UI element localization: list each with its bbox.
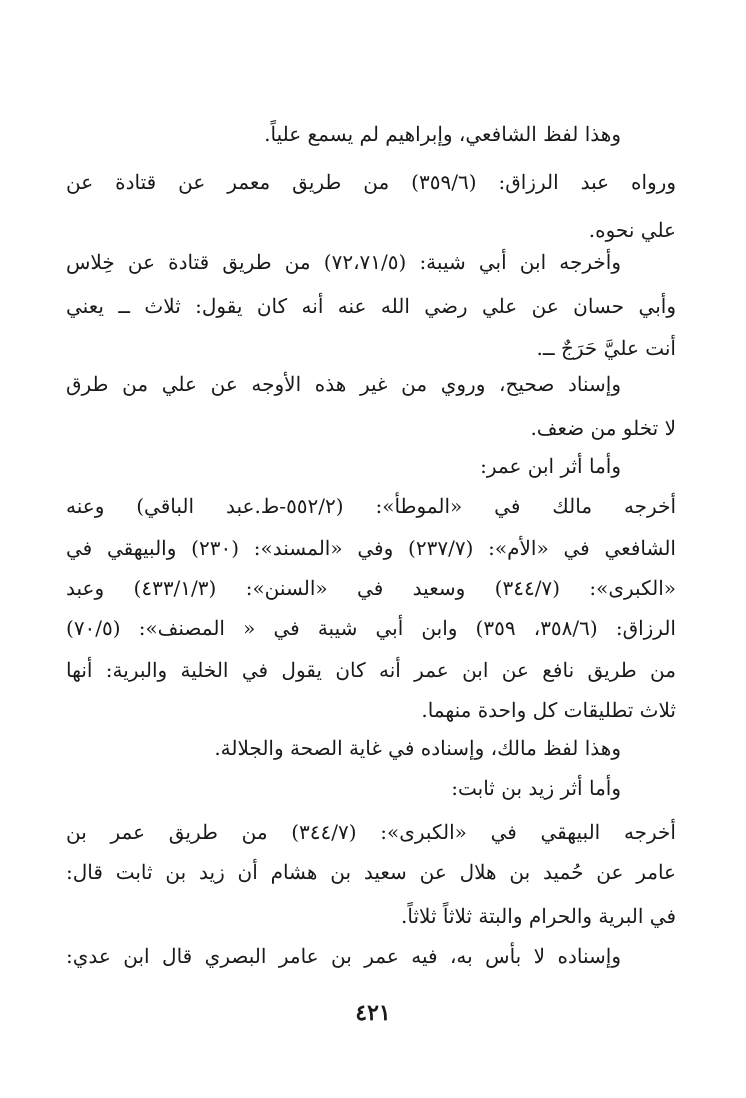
text-line: ثلاث تطليقات كل واحدة منهما. <box>421 698 676 722</box>
text-line: أخرجه البيهقي في «الكبرى»: (٣٤٤/٧) من طريق عمر بن <box>66 820 676 844</box>
text-line: وهذا لفظ مالك، وإسناده في غاية الصحة والجلالة. <box>214 736 621 760</box>
text-line: وأما أثر زيد بن ثابت: <box>451 776 621 800</box>
text-line: «الكبرى»: (٣٤٤/٧) وسعيد في «السنن»: (٤٣٣/١/٣) وعبد <box>66 576 677 600</box>
text-line: وأخرجه ابن أبي شيبة: (٧٢،٧١/٥) من طريق قتادة عن خِلاس <box>66 250 621 274</box>
text-line: في البرية والحرام والبتة ثلاثاً ثلاثاً. <box>401 904 676 928</box>
text-line: وأما أثر ابن عمر: <box>480 454 621 478</box>
text-line: وإسناد صحيح، وروي من غير هذه الأوجه عن علي من طرق <box>66 372 621 396</box>
text-line: وإسناده لا بأس به، فيه عمر بن عامر البصري قال ابن عدي: <box>66 944 621 968</box>
text-line: من طريق نافع عن ابن عمر أنه كان يقول في الخلية والبرية: أنها <box>66 658 676 682</box>
text-line: ورواه عبد الرزاق: (٣٥٩/٦) من طريق معمر عن قتادة عن <box>66 170 677 194</box>
text-line: الرزاق: (٣٥٨/٦، ٣٥٩) وابن أبي شيبة في « المصنف»: (٧٠/٥) <box>66 616 676 640</box>
text-line: عامر عن حُميد بن هلال عن سعيد بن هشام أن زيد بن ثابت قال: <box>66 860 676 884</box>
text-line: الشافعي في «الأم»: (٢٣٧/٧) وفي «المسند»: (٢٣٠) والبيهقي في <box>66 536 676 560</box>
text-line: وأبي حسان عن علي رضي الله عنه أنه كان يقول: ثلاث ــ يعني <box>66 294 676 318</box>
text-line: أخرجه مالك في «الموطأ»: (٥٥٢/٢-ط.عبد الباقي) وعنه <box>66 494 676 518</box>
page-number: ٤٢١ <box>355 1000 391 1026</box>
text-line: علي نحوه. <box>588 218 676 242</box>
text-line: أنت عليَّ حَرَجٌ ــ. <box>536 336 676 360</box>
text-line: وهذا لفظ الشافعي، وإبراهيم لم يسمع علياً. <box>264 122 621 146</box>
text-line: لا تخلو من ضعف. <box>530 416 676 440</box>
